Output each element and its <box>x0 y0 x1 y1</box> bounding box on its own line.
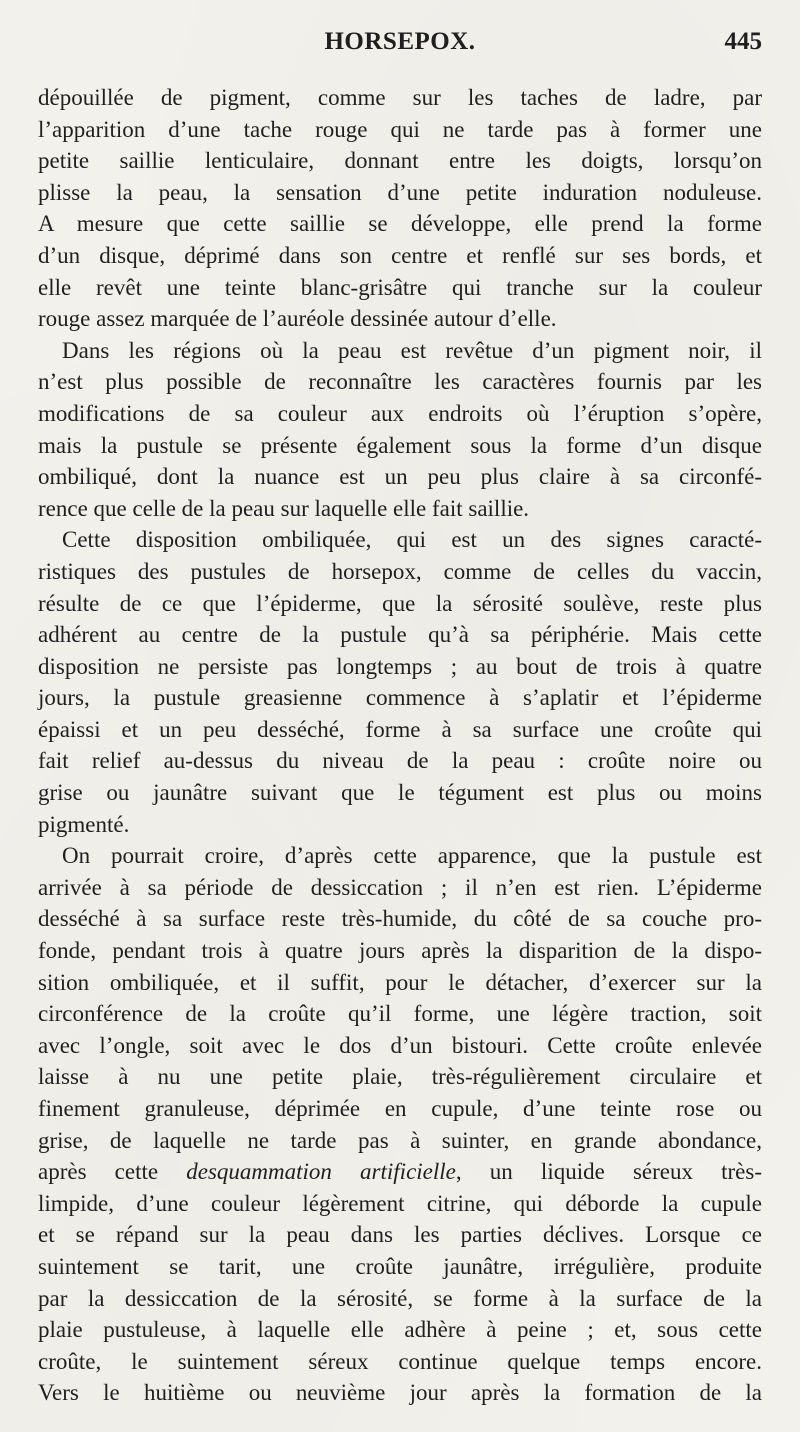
running-title: HORSEPOX. <box>324 28 476 55</box>
text-line: limpide, d’une couleur légèrement citrine, qui déborde la cupule <box>38 1190 762 1216</box>
text-line: finement granuleuse, déprimée en cupule, d’une teinte rose ou <box>38 1096 762 1121</box>
text-line: fonde, pendant trois à quatre jours après la disparition de la dispo- <box>38 938 762 964</box>
text-line: rence que celle de la peau sur laquelle elle fait saillie. <box>38 495 530 521</box>
text-line: avec l’ongle, soit avec le dos d’un bistouri. Cette croûte enlevée <box>38 1032 762 1058</box>
text-line: Cette disposition ombiliquée, qui est un des signes caracté- <box>62 527 762 553</box>
text-line: ristiques des pustules de horsepox, comme de celles du vaccin, <box>38 558 762 584</box>
text-line: fait relief au-dessus du niveau de la peau : croûte noire ou <box>38 748 762 774</box>
text-segment: après cette <box>38 1159 159 1185</box>
text-line: jours, la pustule greasienne commence à s’aplatir et l’épiderme <box>38 685 762 711</box>
text-line: et se répand sur la peau dans les parties déclives. Lorsque ce <box>38 1222 762 1248</box>
text-line: dépouillée de pigment, comme sur les taches de ladre, par <box>38 85 762 110</box>
text-line: On pourrait croire, d’après cette apparence, que la pustule est <box>62 843 762 869</box>
text-line: plisse la peau, la sensation d’une petite induration noduleuse. <box>38 179 762 205</box>
text-line: par la dessiccation de la sérosité, se forme à la surface de la <box>38 1285 762 1311</box>
text-line: elle revêt une teinte blanc-grisâtre qui tranche sur la couleur <box>38 274 762 300</box>
text-line: modifications de sa couleur aux endroits où l’éruption s’opère, <box>38 400 762 426</box>
text-segment: , un liquide séreux très- <box>455 1159 763 1185</box>
text-line: plaie pustuleuse, à laquelle elle adhère à peine ; et, sous cette <box>38 1317 762 1343</box>
text-line: Dans les régions où la peau est revêtue d’un pigment noir, il <box>62 337 762 363</box>
text-line: résulte de ce que l’épiderme, que la sérosité soulève, reste plus <box>38 590 762 616</box>
text-line: ombiliqué, dont la nuance est un peu plus claire à sa circonfé- <box>38 464 762 490</box>
text-line: grise, de laquelle ne tarde pas à suinter, en grande abondance, <box>38 1127 762 1153</box>
text-line: pigmenté. <box>38 811 130 837</box>
text-line: mais la pustule se présente également sous la forme d’un disque <box>38 432 762 458</box>
text-line: desséché à sa surface reste très-humide, du côté de sa couche pro- <box>38 906 762 932</box>
text-line: arrivée à sa période de dessiccation ; il n’en est rien. L’épiderme <box>38 874 762 900</box>
text-line: rouge assez marquée de l’auréole dessinée autour d’elle. <box>38 306 557 332</box>
text-line: sition ombiliquée, et il suffit, pour le détacher, d’exercer sur la <box>38 969 762 995</box>
text-line: d’un disque, déprimé dans son centre et renflé sur ses bords, et <box>38 242 762 268</box>
text-line: suintement se tarit, une croûte jaunâtre, irrégulière, produite <box>38 1253 762 1279</box>
running-head <box>38 28 762 68</box>
text-line: disposition ne persiste pas longtemps ; au bout de trois à quatre <box>38 653 762 679</box>
italic-term: desquammation artificielle <box>186 1159 456 1185</box>
text-line <box>38 1156 762 1188</box>
text-line: grise ou jaunâtre suivant que le tégument est plus ou moins <box>38 780 762 806</box>
text-line: croûte, le suintement séreux continue quelque temps encore. <box>38 1348 762 1374</box>
text-line: A mesure que cette saillie se développe, elle prend la forme <box>38 211 762 237</box>
body-text <box>38 82 762 1409</box>
text-line: l’apparition d’une tache rouge qui ne tarde pas à former une <box>38 116 762 142</box>
text-line: Vers le huitième ou neuvième jour après la formation de la <box>38 1380 762 1406</box>
text-line: circonférence de la croûte qu’il forme, une légère traction, soit <box>38 1001 762 1027</box>
text-line: petite saillie lenticulaire, donnant entre les doigts, lorsqu’on <box>38 148 762 174</box>
text-line: laisse à nu une petite plaie, très-régulièrement circulaire et <box>38 1064 762 1090</box>
page-number: 445 <box>724 28 762 55</box>
text-line: n’est plus possible de reconnaître les caractères fournis par les <box>38 369 762 395</box>
text-line: épaissi et un peu desséché, forme à sa surface une croûte qui <box>38 716 762 742</box>
text-line: adhérent au centre de la pustule qu’à sa périphérie. Mais cette <box>38 622 762 648</box>
